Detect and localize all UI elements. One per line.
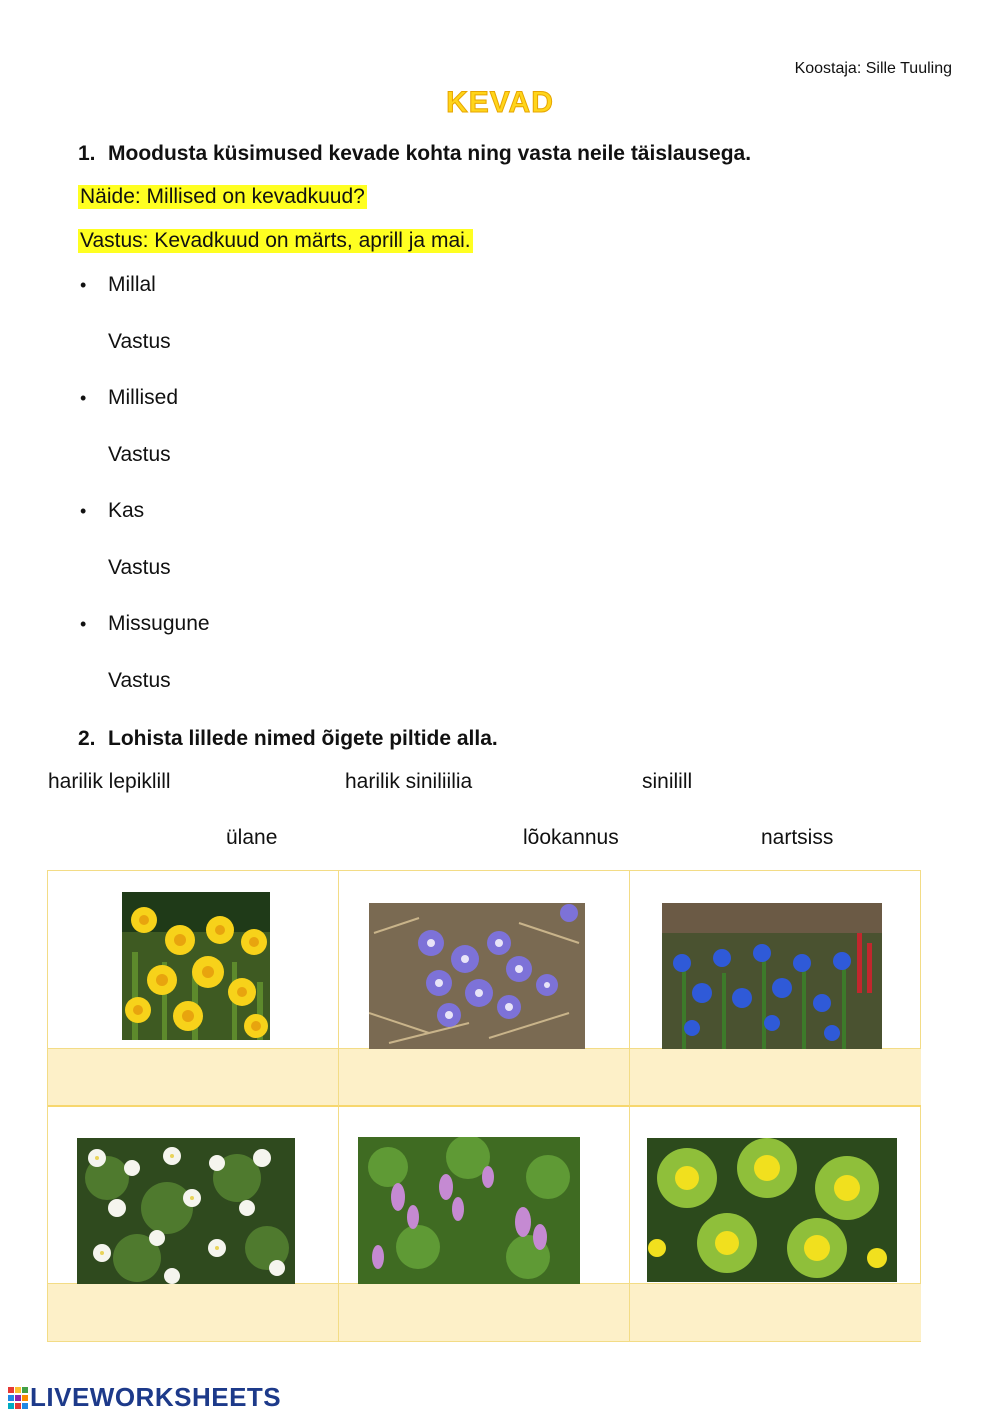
drop-zone[interactable] (48, 1284, 339, 1341)
drop-zone[interactable] (630, 1284, 921, 1341)
flower-grid (47, 870, 921, 1342)
drop-zone[interactable] (48, 1049, 339, 1107)
image-cell (339, 1107, 630, 1284)
question-text: Millised (108, 386, 179, 409)
question-item (80, 612, 210, 636)
task2-number: 2. (78, 727, 96, 750)
image-cell (630, 871, 921, 1049)
question-text: Kas (108, 499, 145, 522)
answer-label: Vastus (108, 556, 171, 579)
task1-heading (78, 142, 751, 166)
drop-zone[interactable] (339, 1284, 630, 1341)
hepatica-photo (369, 903, 585, 1049)
image-cell (339, 871, 630, 1049)
question-text: Missugune (108, 612, 210, 635)
question-item (80, 273, 156, 297)
task1-instruction: Moodusta küsimused kevade kohta ning vasta neile täislausega. (108, 142, 752, 165)
task1-number: 1. (78, 142, 96, 165)
golden-saxifrage-photo (647, 1138, 897, 1282)
bullet: • (80, 614, 87, 634)
logo-text: LIVEWORKSHEETS (30, 1382, 282, 1412)
image-cell (630, 1107, 921, 1284)
example-answer: Vastus: Kevadkuud on märts, aprill ja mai. (80, 229, 471, 252)
draggable-word[interactable]: ülane (226, 826, 278, 849)
author-credit: Koostaja: Sille Tuuling (794, 60, 952, 77)
example-question: Näide: Millised on kevadkuud? (80, 185, 365, 208)
answer-label: Vastus (108, 443, 171, 466)
bullet: • (80, 388, 87, 408)
answer-label: Vastus (108, 669, 171, 692)
question-item (80, 386, 178, 410)
image-cell (48, 1107, 339, 1284)
liveworksheets-logo-icon (8, 1387, 28, 1409)
draggable-word[interactable]: harilik lepiklill (48, 770, 171, 793)
drop-zone[interactable] (630, 1049, 921, 1107)
question-item (80, 499, 144, 523)
question-text: Millal (108, 273, 156, 296)
answer-label: Vastus (108, 330, 171, 353)
page-title: KEVAD (446, 86, 554, 119)
image-cell (48, 871, 339, 1049)
liveworksheets-logo (8, 1382, 281, 1413)
draggable-word[interactable]: harilik siniliilia (345, 770, 473, 793)
task2-instruction: Lohista lillede nimed õigete piltide alla. (108, 727, 498, 750)
anemone-photo (77, 1138, 295, 1284)
corydalis-photo (358, 1137, 580, 1284)
drop-zone[interactable] (339, 1049, 630, 1107)
scilla-photo (662, 903, 882, 1049)
draggable-word[interactable]: sinilill (642, 770, 693, 793)
draggable-word[interactable]: nartsiss (761, 826, 834, 849)
draggable-word[interactable]: lõokannus (523, 826, 619, 849)
bullet: • (80, 275, 87, 295)
task2-heading (78, 727, 498, 751)
bullet: • (80, 501, 87, 521)
daffodil-photo (122, 892, 270, 1040)
